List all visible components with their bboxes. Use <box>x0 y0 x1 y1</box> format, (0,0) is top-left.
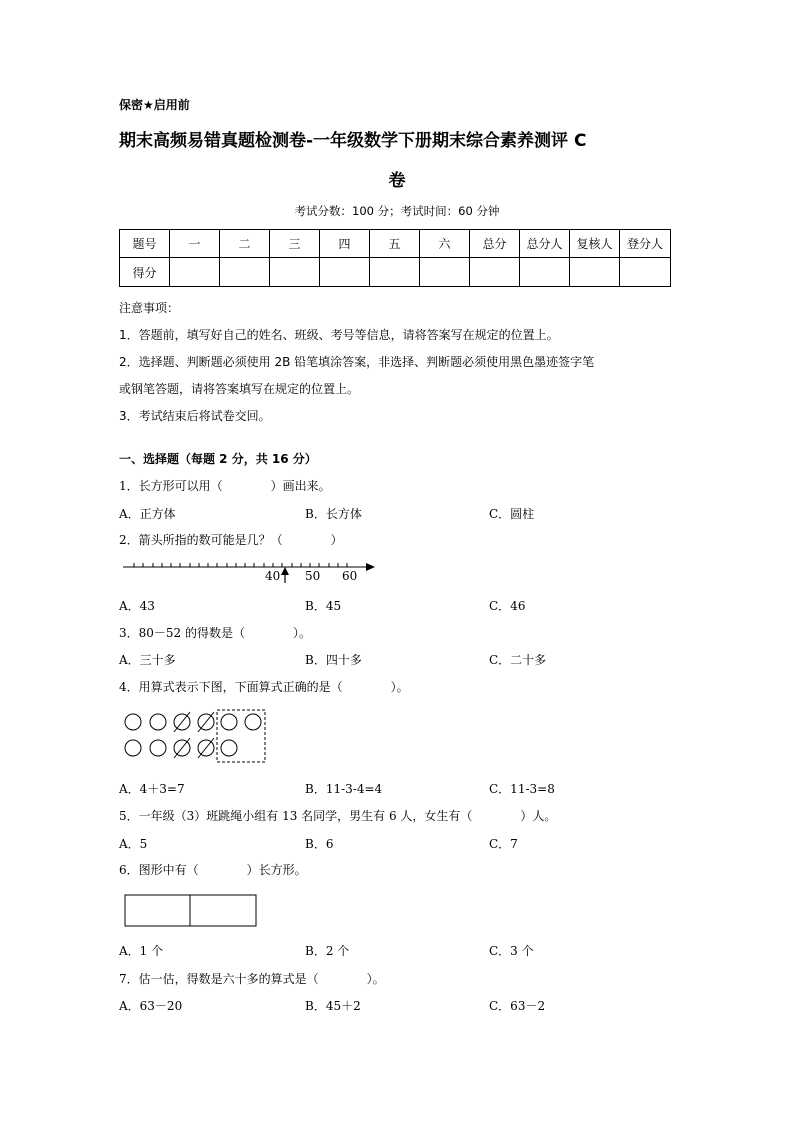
question-3-option-c[interactable]: C．二十多 <box>489 653 547 667</box>
notice-item: 1．答题前，填写好自己的姓名、班级、考号等信息，请将答案写在规定的位置上。 <box>119 328 559 342</box>
question-7-option-c[interactable]: C．63－2 <box>489 999 546 1013</box>
rectangle-figure <box>125 895 256 926</box>
notice-item: 3．考试结束后将试卷交回。 <box>119 409 271 423</box>
question-2-option-c[interactable]: C．46 <box>489 599 526 613</box>
score-cell: 题号 <box>120 230 170 258</box>
question-5-option-b[interactable]: B．6 <box>305 837 334 851</box>
question-6-option-b[interactable]: B．2 个 <box>305 944 350 958</box>
question-5-stem: 5．一年级（3）班跳绳小组有 13 名同学，男生有 6 人，女生有（ ）人。 <box>119 809 557 823</box>
exam-title-line1: 期末高频易错真题检测卷-一年级数学下册期末综合素养测评 C <box>119 131 587 151</box>
score-cell: 六 <box>420 230 470 258</box>
question-7-option-b[interactable]: B．45＋2 <box>305 999 361 1013</box>
exam-info: 考试分数：100 分；考试时间：60 分钟 <box>294 204 500 218</box>
number-line-arrowhead <box>366 563 375 571</box>
score-cell: 复核人 <box>570 230 620 258</box>
number-line-label-40: 40 <box>265 569 281 583</box>
section-heading: 一、选择题（每题 2 分，共 16 分） <box>119 452 317 466</box>
notice-item: 或钢笔答题，请将答案填写在规定的位置上。 <box>119 382 360 396</box>
question-4-option-b[interactable]: B．11-3-4=4 <box>305 782 383 796</box>
question-4-stem: 4．用算式表示下图，下面算式正确的是（ ）。 <box>119 680 409 694</box>
question-1-option-c[interactable]: C．圆柱 <box>489 507 535 521</box>
question-2-stem: 2．箭头所指的数可能是几？（ ） <box>119 533 343 547</box>
question-5-option-c[interactable]: C．7 <box>489 837 518 851</box>
exam-title-line2: 卷 <box>388 171 406 191</box>
question-1-option-b[interactable]: B．长方体 <box>305 507 362 521</box>
number-line-ticks <box>134 563 347 567</box>
question-7-stem: 7．估一估，得数是六十多的算式是（ ）。 <box>119 972 385 986</box>
score-cell: 五 <box>370 230 420 258</box>
question-6-option-a[interactable]: A．1 个 <box>119 944 164 958</box>
score-cell: 总分人 <box>520 230 570 258</box>
pointer-arrowhead <box>281 567 289 575</box>
score-cell: 一 <box>170 230 220 258</box>
score-cell: 二 <box>220 230 270 258</box>
question-2-option-a[interactable]: A．43 <box>119 599 155 613</box>
question-6-option-c[interactable]: C．3 个 <box>489 944 534 958</box>
notice-heading: 注意事项： <box>119 301 180 315</box>
score-row-label: 得分 <box>120 258 170 287</box>
circles-figure <box>125 710 265 762</box>
question-6-stem: 6．图形中有（ ）长方形。 <box>119 863 307 877</box>
score-cell: 三 <box>270 230 320 258</box>
score-cell: 四 <box>320 230 370 258</box>
confidential-label: 保密★启用前 <box>119 98 190 112</box>
question-4-option-a[interactable]: A．4＋3=7 <box>119 782 185 796</box>
score-cell: 总分 <box>470 230 520 258</box>
number-line-label-60: 60 <box>342 569 358 583</box>
question-5-option-a[interactable]: A．5 <box>119 837 148 851</box>
question-1-option-a[interactable]: A．正方体 <box>119 507 176 521</box>
question-2-option-b[interactable]: B．45 <box>305 599 342 613</box>
question-3-stem: 3．80－52 的得数是（ ）。 <box>119 626 311 640</box>
question-7-option-a[interactable]: A．63－20 <box>119 999 183 1013</box>
number-line-label-50: 50 <box>305 569 321 583</box>
notice-item: 2．选择题、判断题必须使用 2B 铅笔填涂答案，非选择、判断题必须使用黑色墨迹签字笔 <box>119 355 595 369</box>
question-1-stem: 1．长方形可以用（ ）画出来。 <box>119 479 331 493</box>
question-3-option-a[interactable]: A．三十多 <box>119 653 176 667</box>
question-3-option-b[interactable]: B．四十多 <box>305 653 362 667</box>
score-cell: 登分人 <box>620 230 671 258</box>
question-4-option-c[interactable]: C．11-3=8 <box>489 782 555 796</box>
